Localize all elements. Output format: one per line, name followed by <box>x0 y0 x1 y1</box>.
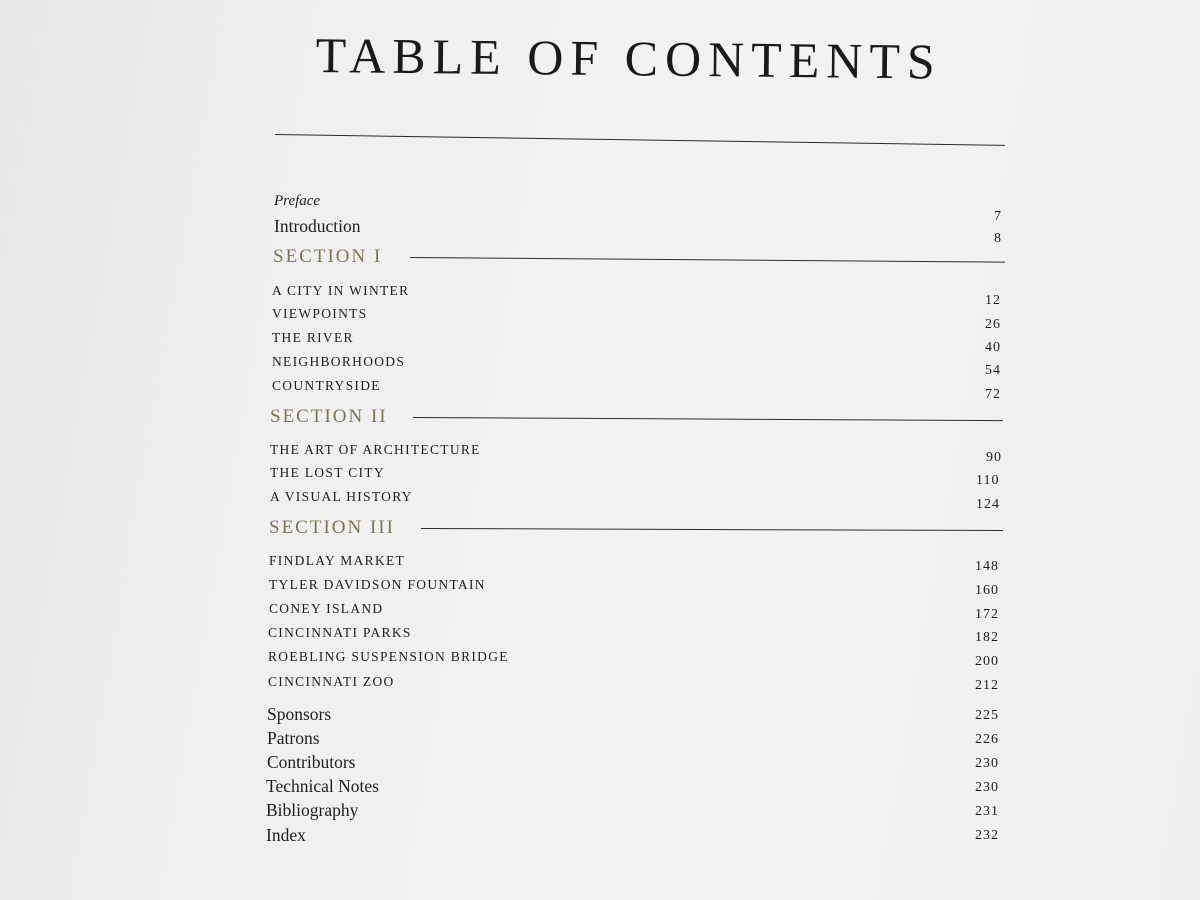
toc-entry <box>268 649 1004 671</box>
toc-entry-label: THE ART OF ARCHITECTURE <box>270 442 481 457</box>
toc-entry-bibliography <box>266 800 1004 822</box>
section-divider <box>421 528 1003 531</box>
toc-entry-page: 200 <box>975 654 999 669</box>
toc-entry-label: Technical Notes <box>266 776 379 796</box>
toc-entry-label: NEIGHBORHOODS <box>272 354 406 369</box>
toc-entry-label: COUNTRYSIDE <box>272 378 381 393</box>
toc-entry-label: A CITY IN WINTER <box>272 283 410 298</box>
toc-entry <box>272 330 1004 355</box>
toc-entry-label: Introduction <box>274 216 361 236</box>
toc-entry-label: CONEY ISLAND <box>269 601 384 616</box>
toc-entry <box>268 625 1004 647</box>
toc-entry-page: 72 <box>985 387 1001 402</box>
toc-entry-page: 90 <box>986 450 1002 465</box>
page-title: TABLE OF CONTENTS <box>315 26 943 90</box>
toc-entry-page: 232 <box>975 828 999 843</box>
toc-entry-index <box>266 825 1004 847</box>
toc-entry <box>272 306 1004 332</box>
toc-entry-page: 26 <box>985 317 1001 332</box>
toc-entry-technical-notes <box>266 776 1004 798</box>
toc-entry <box>272 378 1004 400</box>
toc-entry-page: 230 <box>975 756 999 771</box>
toc-entry-preface <box>274 193 1004 224</box>
toc-entry-patrons <box>267 728 1004 750</box>
toc-entry-label: FINDLAY MARKET <box>269 553 406 568</box>
title-divider <box>275 134 1005 146</box>
toc-entry-page: 225 <box>975 708 999 723</box>
toc-entry-page: 212 <box>975 678 999 693</box>
toc-entry-page: 8 <box>994 231 1002 246</box>
section-heading-1 <box>273 246 1005 270</box>
toc-entry-page: 226 <box>975 732 999 747</box>
toc-entry <box>272 354 1004 376</box>
toc-entry-sponsors <box>267 704 1004 726</box>
toc-entry-page: 148 <box>975 559 999 574</box>
section-heading-2 <box>270 406 1005 430</box>
toc-entry-page: 124 <box>976 497 1000 512</box>
section-heading-label: SECTION III <box>269 517 395 538</box>
toc-entry-label: THE RIVER <box>272 330 354 345</box>
toc-entry-label: THE LOST CITY <box>270 465 385 480</box>
section-heading-label: SECTION I <box>273 246 383 267</box>
toc-entry-page: 54 <box>985 363 1001 378</box>
section-divider <box>413 417 1003 421</box>
toc-entry-page: 12 <box>985 293 1001 308</box>
toc-entry-page: 230 <box>975 780 999 795</box>
toc-entry-label: TYLER DAVIDSON FOUNTAIN <box>269 577 486 592</box>
toc-entry <box>270 489 1005 511</box>
toc-entry <box>269 577 1004 599</box>
toc-entry-label: Preface <box>274 193 321 209</box>
toc-entry <box>270 442 1005 464</box>
toc-entry <box>272 283 1004 308</box>
toc-entry-page: 182 <box>975 630 999 645</box>
toc-entry-label: Sponsors <box>267 704 332 724</box>
toc-entry <box>270 465 1005 487</box>
toc-entry-label: VIEWPOINTS <box>272 306 368 321</box>
section-heading-label: SECTION II <box>270 406 388 427</box>
toc-entry-page: 7 <box>994 209 1002 224</box>
toc-entry <box>268 674 1004 696</box>
toc-entry-label: ROEBLING SUSPENSION BRIDGE <box>268 649 509 664</box>
toc-entry-label: A VISUAL HISTORY <box>270 489 413 504</box>
toc-entry-label: CINCINNATI PARKS <box>268 625 412 640</box>
toc-entry <box>269 553 1004 575</box>
section-heading-3 <box>269 517 1005 541</box>
toc-entry-page: 110 <box>976 473 1000 488</box>
toc-entry <box>269 601 1004 623</box>
toc-entry-label: Bibliography <box>266 800 359 820</box>
toc-entry-introduction <box>274 216 1004 246</box>
toc-entry-page: 160 <box>975 583 999 598</box>
toc-entry-page: 231 <box>975 804 999 819</box>
toc-entry-label: Index <box>266 825 306 845</box>
toc-entry-contributors <box>267 752 1004 774</box>
toc-entry-label: Contributors <box>267 752 356 772</box>
toc-entry-label: CINCINNATI ZOO <box>268 674 395 689</box>
toc-entry-page: 40 <box>985 340 1001 355</box>
toc-entry-label: Patrons <box>267 728 320 748</box>
section-divider <box>410 257 1005 263</box>
toc-entry-page: 172 <box>975 607 999 622</box>
